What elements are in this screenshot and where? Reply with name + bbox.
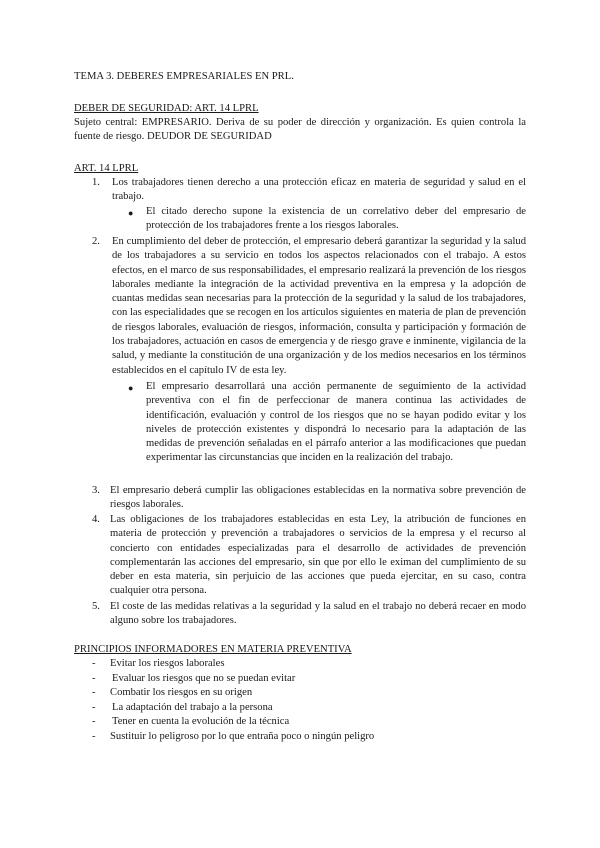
list-item-3	[110, 484, 526, 513]
dash-icon: -	[92, 658, 96, 669]
list-item-5	[110, 600, 526, 629]
section-heading-art14: ART. 14 LPRL	[74, 163, 139, 174]
dash-icon: -	[92, 702, 96, 713]
principle-item: Evitar los riesgos laborales	[110, 658, 225, 669]
dash-icon: -	[92, 687, 96, 698]
principle-item: Evaluar los riesgos que no se puedan evitar	[112, 673, 296, 684]
bullet-icon: ●	[128, 208, 134, 218]
item-number: 1.	[92, 177, 100, 188]
list-item-text: Los trabajadores tienen derecho a una protección eficaz en materia de seguridad y salud en el trabajo.	[112, 177, 526, 203]
item-number: 3.	[92, 485, 100, 496]
dash-icon: -	[92, 673, 96, 684]
item-number: 4.	[92, 514, 100, 525]
section-text-sujeto-central	[74, 116, 526, 145]
list-item-1	[112, 176, 526, 205]
item-number: 5.	[92, 601, 100, 612]
section-heading-deber-seguridad: DEBER DE SEGURIDAD: ART. 14 LPRL	[74, 103, 259, 114]
list-item-text: El empresario deberá cumplir las obligaciones establecidas en la normativa sobre prevención de riesgos laborales.	[110, 485, 526, 511]
list-item-4	[110, 513, 526, 599]
list-item-text: El coste de las medidas relativas a la seguridad y la salud en el trabajo no deberá recaer en modo alguno sobre los trabajadores.	[110, 601, 526, 627]
list-item-text: Las obligaciones de los trabajadores establecidas en esta Ley, la atribución de funciones en materia de protección y prevención a trabajadores o servicios de la empresa y el recurso al concierto con entidades especializadas para el desarrollo de actividades de prevención complementarán las acciones del empresario, sin que por ello le eximan del cumplimiento de su deber en esta materia, sin perjuicio de las acciones que pueda ejercitar, en su caso, contra cualquier otra persona.	[110, 514, 526, 597]
principle-item: Sustituir lo peligroso por lo que entraña poco o ningún peligro	[110, 731, 375, 742]
list-item-text: En cumplimiento del deber de protección, el empresario deberá garantizar la seguridad y la salud de los trabajadores a su servicio en todos los aspectos relacionados con el trabajo. A estos efectos, en el marco de sus responsabilidades, el empresario realizará la prevención de los riesgos laborales mediante la integración de la actividad preventiva en la empresa y la adopción de cuantas medidas sean necesarias para la protección de la seguridad y la salud de los trabajadores, con las especialidades que se recogen en los artículos siguientes en materia de plan de prevención de riesgos laborales, evaluación de riesgos, información, consulta y participación y formación de los trabajadores, actuación en casos de emergencia y de riesgo grave e inminente, vigilancia de la salud, y mediante la constitución de una organización y de los medios necesarios en los términos establecidos en el capítulo IV de esta ley.	[112, 236, 526, 376]
list-subitem-text: El empresario desarrollará una acción permanente de seguimiento de la actividad preventiva con el fin de perfeccionar de manera continua las actividades de identificación, evaluación y control de los riesgos que no se hayan podido evitar y los niveles de protección existentes y dispondrá lo necesario para la adaptación de las medidas de prevención señaladas en el párrafo anterior a las modificaciones que puedan experimentar las circunstancias que inciden en la realización del trabajo.	[146, 381, 526, 464]
principle-item: La adaptación del trabajo a la persona	[112, 702, 273, 713]
document-title: TEMA 3. DEBERES EMPRESARIALES EN PRL.	[74, 71, 294, 82]
principle-item: Combatir los riesgos en su origen	[110, 687, 253, 698]
section-heading-principios: PRINCIPIOS INFORMADORES EN MATERIA PREVENTIVA	[74, 644, 352, 655]
dash-icon: -	[92, 716, 96, 727]
bullet-icon: ●	[128, 383, 134, 393]
sujeto-central-paragraph: Sujeto central: EMPRESARIO. Deriva de su poder de dirección y organización. Es quien controla la fuente de riesgo. DEUDOR DE SEGURIDAD	[74, 117, 526, 143]
item-number: 2.	[92, 236, 100, 247]
list-subitem-text: El citado derecho supone la existencia de un correlativo deber del empresario de protección de los trabajadores frente a los riesgos laborales.	[146, 206, 526, 232]
dash-icon: -	[92, 731, 96, 742]
list-subitem-2	[146, 380, 526, 466]
list-item-2	[112, 235, 526, 378]
principle-item: Tener en cuenta la evolución de la técnica	[112, 716, 290, 727]
list-subitem-1	[146, 205, 526, 234]
